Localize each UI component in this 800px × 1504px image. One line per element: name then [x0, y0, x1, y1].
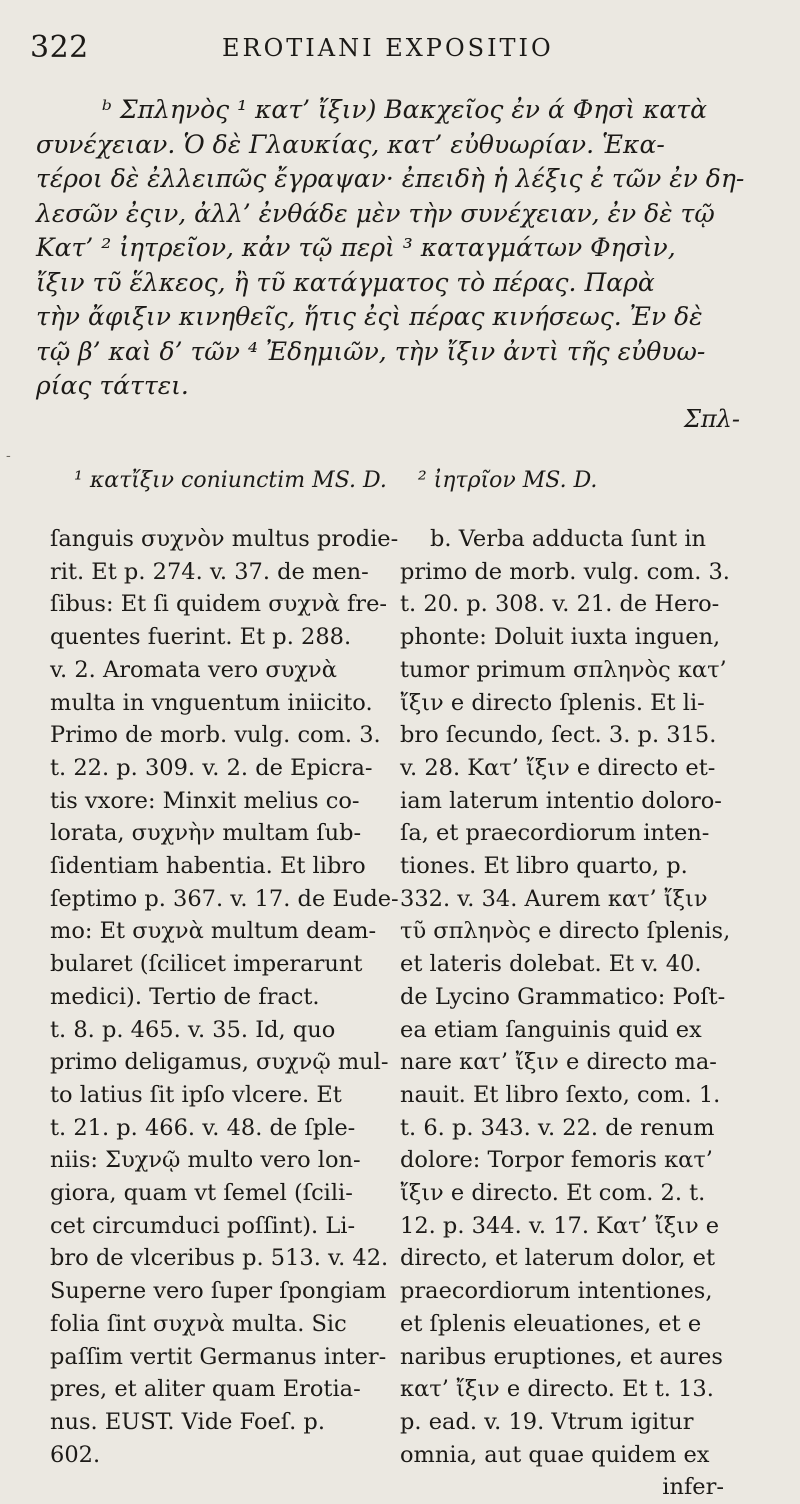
text-line: paſſim vertit Germanus inter- [50, 1343, 387, 1370]
text-line: 602. [50, 1441, 101, 1468]
text-line: medici). Tertio de fract. [50, 983, 320, 1010]
page-number: 322 [30, 30, 89, 65]
footnotes [74, 468, 597, 493]
text-line: de Lycino Grammatico: Poſt- [400, 983, 726, 1010]
text-line: t. 22. p. 309. v. 2. de Epicra- [50, 754, 373, 781]
text-line: infer- [662, 1474, 724, 1501]
margin-mark: - [6, 448, 11, 464]
text-line: dolore: Torpor femoris κατ’ [400, 1147, 713, 1174]
text-line: nauit. Et libro ſexto, com. 1. [400, 1081, 721, 1108]
text-line: mo: Et συχνὰ multum deam- [50, 918, 377, 945]
text-line: cet circumduci poſſint). Li- [50, 1212, 356, 1239]
greek-line: λεσῶν ἐςιν, ἀλλ’ ἐνθάδε μὲν τὴν συνέχειαν, ἐν δὲ τῷ [36, 198, 715, 228]
greek-line: ᵇ Σπληνὸς ¹ κατ’ ἴξιν) Βακχεῖος ἐν ά Φησὶ κατὰ [102, 95, 707, 124]
text-line: pres, et aliter quam Erotia- [50, 1376, 361, 1403]
text-line: p. ead. v. 19. Vtrum igitur [400, 1408, 694, 1435]
greek-line: ρίας τάττει. [36, 371, 189, 400]
text-line: ἴξιν e directo. Et com. 2. t. [400, 1180, 706, 1207]
text-line: bro ſecundo, ſect. 3. p. 315. [400, 722, 717, 749]
text-line: folia ſint συχνὰ multa. Sic [50, 1310, 347, 1337]
text-line: τῦ σπληνὸς e directo ſplenis, [400, 918, 731, 945]
text-line: tis vxore: Minxit melius co- [50, 787, 360, 814]
footnote-1: ¹ κατἴξιν coniunctim MS. D. [74, 468, 387, 493]
text-line: ſibus: Et ſi quidem συχνὰ fre- [50, 591, 387, 618]
text-line: et lateris dolebat. Et v. 40. [400, 951, 702, 978]
text-line: v. 2. Aromata vero συχνὰ [50, 656, 337, 683]
text-line: quentes fuerint. Et p. 288. [50, 624, 352, 651]
text-line: nus. EUST. Vide Foeſ. p. [50, 1408, 325, 1435]
greek-text-block [36, 93, 746, 404]
text-line: directo, et laterum dolor, et [400, 1245, 716, 1272]
text-line: bularet (ſcilicet imperarunt [50, 951, 363, 978]
right-column [400, 523, 738, 1504]
text-line: ἴξιν e directo ſplenis. Et li- [400, 689, 705, 716]
text-line: multa in vnguentum iniicito. [50, 689, 373, 716]
text-line: t. 20. p. 308. v. 21. de Hero- [400, 591, 720, 618]
text-line: primo deligamus, συχνῷ mul- [50, 1049, 389, 1076]
text-line: naribus eruptiones, et aures [400, 1343, 723, 1370]
greek-line: τῷ β’ καὶ δ’ τῶν ⁴ Ἐδημιῶν, τὴν ἴξιν ἀντὶ τῆς εὐθυω- [36, 336, 706, 366]
greek-line: συνέχειαν. Ὁ δὲ Γλαυκίας, κατ’ εὐθυωρίαν. Ἑκα- [36, 129, 665, 159]
greek-line: τὴν ἄφιξιν κινηθεῖς, ἥτις ἐςὶ πέρας κινήσεως. Ἐν δὲ [36, 302, 703, 331]
text-line: ſa, et praecordiorum inten- [400, 820, 710, 847]
text-line: Superne vero ſuper ſpongiam [50, 1278, 387, 1305]
text-line: omnia, aut quae quidem ex [400, 1441, 710, 1468]
greek-line: ἴξιν τῦ ἕλκεος, ἢ τῦ κατάγματος τὸ πέρας. Παρὰ [36, 267, 655, 297]
text-line: t. 6. p. 343. v. 22. de renum [400, 1114, 715, 1141]
text-line: t. 21. p. 466. v. 48. de ſple- [50, 1114, 356, 1141]
text-line: bro de vlceribus p. 513. v. 42. [50, 1245, 389, 1272]
text-line: ea etiam ſanguinis quid ex [400, 1016, 702, 1043]
text-line: nare κατ’ ἴξιν e directo ma- [400, 1049, 717, 1076]
text-line: rit. Et p. 274. v. 37. de men- [50, 558, 369, 585]
greek-line: τέροι δὲ ἐλλειπῶς ἔγραψαν· ἐπειδὴ ἡ λέξις ἐ τῶν ἐν δη- [36, 164, 745, 193]
text-line: 12. p. 344. v. 17. Κατ’ ἴξιν e [400, 1212, 720, 1239]
greek-line: Κατ’ ² ἰητρεῖον, κἀν τῷ περὶ ³ καταγμάτων Φησὶν, [36, 233, 676, 262]
text-line: 332. v. 34. Aurem κατ’ ἴξιν [400, 885, 708, 912]
text-line: tiones. Et libro quarto, p. [400, 853, 688, 880]
text-line: primo de morb. vulg. com. 3. [400, 558, 730, 585]
text-line: phonte: Doluit iuxta inguen, [400, 624, 721, 651]
text-line: ſanguis συχνὸν multus prodie- [50, 526, 399, 552]
text-line: ſeptimo p. 367. v. 17. de Eude- [50, 885, 399, 912]
left-column [50, 523, 399, 1471]
text-line: iam laterum intentio doloro- [400, 787, 722, 814]
text-line: b. Verba adducta ſunt in [430, 526, 707, 552]
text-line: ſidentiam habentia. Et libro [50, 853, 366, 880]
text-line: giora, quam vt ſemel (ſcili- [50, 1180, 353, 1207]
running-title: EROTIANI EXPOSITIO [222, 34, 554, 62]
text-line: t. 8. p. 465. v. 35. Id, quo [50, 1016, 336, 1043]
text-line: κατ’ ἴξιν e directo. Et t. 13. [400, 1376, 714, 1403]
text-line: v. 28. Κατ’ ἴξιν e directo et- [400, 754, 716, 781]
text-line: et ſplenis eleuationes, et e [400, 1310, 702, 1337]
text-line: lorata, συχνὴν multam ſub- [50, 820, 362, 847]
text-line: praecordiorum intentiones, [400, 1278, 713, 1305]
text-line: tumor primum σπληνὸς κατ’ [400, 656, 727, 683]
text-line: niis: Συχνῷ multo vero lon- [50, 1147, 361, 1174]
text-line: Primo de morb. vulg. com. 3. [50, 722, 381, 749]
text-line: to latius ſit ipſo vlcere. Et [50, 1081, 342, 1108]
catchword: Σπλ- [683, 405, 740, 433]
footnote-2: ² ἰητρῖον MS. D. [417, 468, 598, 493]
